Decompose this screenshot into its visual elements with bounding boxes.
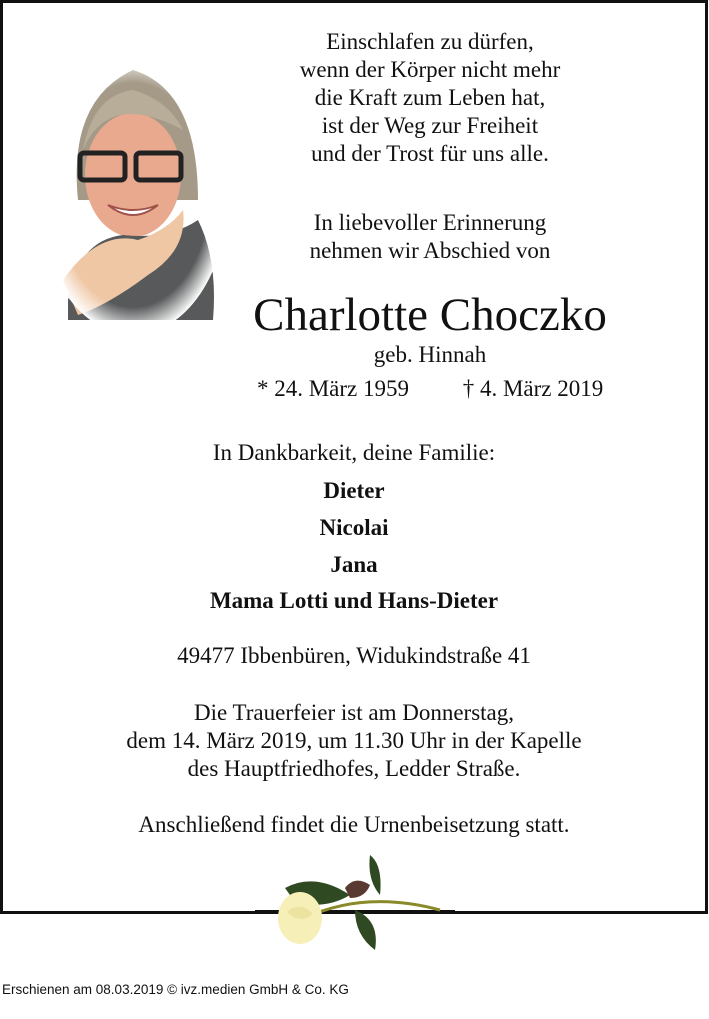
maiden-name: geb. Hinnah [373,342,487,367]
publication-footer: Erschienen am 08.03.2019 © ivz.medien GmbH & Co. KG [2,982,349,997]
deceased-name: Charlotte Choczko [253,289,607,341]
intro-line: In liebevoller Erinnerung [313,210,547,235]
poem-line: und der Trost für uns alle. [311,141,549,166]
closing-line: Anschließend findet die Urnenbeisetzung statt. [138,812,570,837]
birth-date: * 24. März 1959 [256,376,410,401]
poem-line: wenn der Körper nicht mehr [299,57,561,82]
address: 49477 Ibbenbüren, Widukindstraße 41 [177,643,531,668]
intro-line: nehmen wir Abschied von [309,238,551,263]
portrait-photo [48,60,218,330]
death-date: † 4. März 2019 [462,376,604,401]
family-member: Nicolai [319,515,389,540]
family-member: Jana [330,552,378,577]
ceremony-line: Die Trauerfeier ist am Donnerstag, [193,700,515,725]
family-member: Dieter [323,478,385,503]
poem-line: die Kraft zum Leben hat, [314,85,546,110]
poem-line: Einschlafen zu dürfen, [326,29,534,54]
family-member: Mama Lotti und Hans-Dieter [209,588,499,613]
ceremony-line: dem 14. März 2019, um 11.30 Uhr in der Kapelle [126,728,582,753]
poem-line: ist der Weg zur Freiheit [321,113,539,138]
family-intro: In Dankbarkeit, deine Familie: [212,440,496,465]
ceremony-line: des Hauptfriedhofes, Ledder Straße. [187,756,521,781]
rose-illustration [255,850,455,950]
